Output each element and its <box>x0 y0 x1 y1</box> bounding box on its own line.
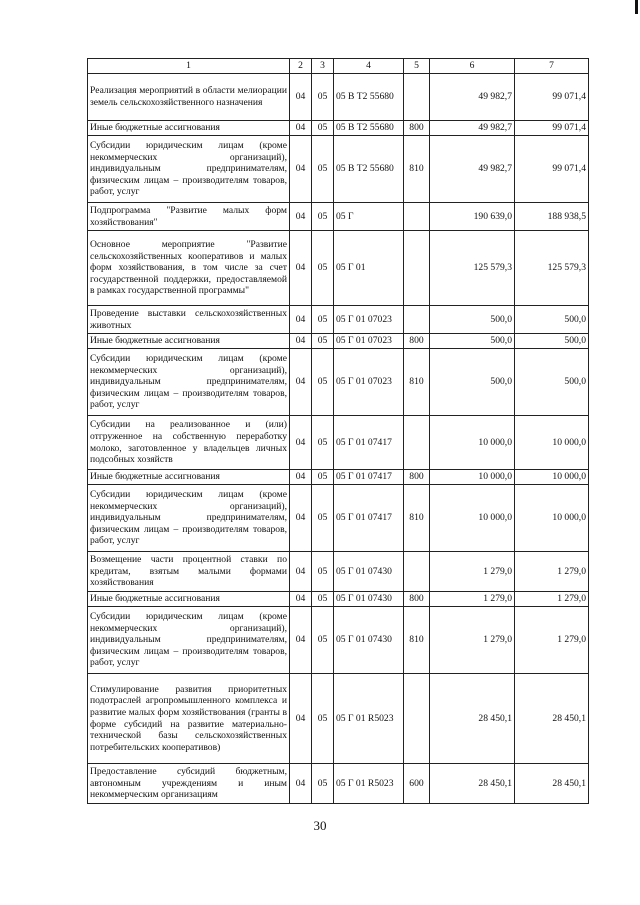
row-amount-year1-cell: 1 279,0 <box>430 592 515 607</box>
row-amount-year1-cell: 10 000,0 <box>430 416 515 470</box>
table-row <box>88 552 589 592</box>
row-amount-year2-cell: 1 279,0 <box>515 607 589 674</box>
row-expense-type-cell: 800 <box>404 121 430 136</box>
row-subsection-cell: 05 <box>312 592 334 607</box>
row-section-cell: 04 <box>290 349 312 416</box>
table-row <box>88 306 589 334</box>
row-name-cell: Проведение выставки сельскохозяйственных животных <box>88 306 290 334</box>
header-cell-6: 6 <box>430 59 515 74</box>
row-name-cell: Иные бюджетные ассигнования <box>88 334 290 349</box>
row-target-code-cell: 05 Г 01 07023 <box>334 349 404 416</box>
row-target-code-cell: 05 В Т2 55680 <box>334 136 404 203</box>
row-target-code-cell: 05 Г 01 07430 <box>334 607 404 674</box>
row-subsection-cell: 05 <box>312 416 334 470</box>
row-amount-year2-cell: 500,0 <box>515 306 589 334</box>
row-expense-type-cell <box>404 416 430 470</box>
row-section-cell: 04 <box>290 485 312 552</box>
row-subsection-cell: 05 <box>312 764 334 804</box>
table-row <box>88 674 589 764</box>
row-subsection-cell: 05 <box>312 74 334 121</box>
table-row <box>88 136 589 203</box>
table-row <box>88 203 589 231</box>
row-expense-type-cell <box>404 306 430 334</box>
row-target-code-cell: 05 Г 01 07417 <box>334 470 404 485</box>
row-amount-year1-cell: 500,0 <box>430 306 515 334</box>
row-subsection-cell: 05 <box>312 552 334 592</box>
row-name-cell: Возмещение части процентной ставки по кредитам, взятым малыми формами хозяйствования <box>88 552 290 592</box>
row-amount-year2-cell: 500,0 <box>515 349 589 416</box>
row-expense-type-cell: 800 <box>404 470 430 485</box>
row-target-code-cell: 05 Г 01 R5023 <box>334 674 404 764</box>
row-amount-year1-cell: 49 982,7 <box>430 74 515 121</box>
row-section-cell: 04 <box>290 334 312 349</box>
row-expense-type-cell <box>404 74 430 121</box>
row-amount-year1-cell: 28 450,1 <box>430 764 515 804</box>
row-name-cell: Субсидии на реализованное и (или) отгруженное на собственную переработку молоко, заготовленное у владельцев личных подсобных хозяйств <box>88 416 290 470</box>
row-amount-year1-cell: 1 279,0 <box>430 607 515 674</box>
row-name-cell: Иные бюджетные ассигнования <box>88 121 290 136</box>
row-subsection-cell: 05 <box>312 136 334 203</box>
row-expense-type-cell: 800 <box>404 334 430 349</box>
row-name-cell: Субсидии юридическим лицам (кроме некоммерческих организаций), индивидуальным предпринимателям, физическим лицам – производителям товаров, работ, услуг <box>88 136 290 203</box>
row-amount-year1-cell: 49 982,7 <box>430 121 515 136</box>
row-amount-year1-cell: 49 982,7 <box>430 136 515 203</box>
row-section-cell: 04 <box>290 552 312 592</box>
row-subsection-cell: 05 <box>312 349 334 416</box>
row-name-cell: Субсидии юридическим лицам (кроме некоммерческих организаций), индивидуальным предпринимателям, физическим лицам – производителям товаров, работ, услуг <box>88 485 290 552</box>
row-amount-year2-cell: 10 000,0 <box>515 485 589 552</box>
header-cell-1: 1 <box>88 59 290 74</box>
row-target-code-cell: 05 Г 01 <box>334 231 404 306</box>
header-cell-3: 3 <box>312 59 334 74</box>
row-expense-type-cell <box>404 674 430 764</box>
row-section-cell: 04 <box>290 674 312 764</box>
scan-edge-mark <box>635 0 638 14</box>
table-row <box>88 349 589 416</box>
row-target-code-cell: 05 В Т2 55680 <box>334 121 404 136</box>
row-amount-year2-cell: 10 000,0 <box>515 470 589 485</box>
header-cell-4: 4 <box>334 59 404 74</box>
table-row <box>88 334 589 349</box>
row-subsection-cell: 05 <box>312 334 334 349</box>
row-target-code-cell: 05 Г 01 R5023 <box>334 764 404 804</box>
row-amount-year1-cell: 500,0 <box>430 334 515 349</box>
row-section-cell: 04 <box>290 203 312 231</box>
row-amount-year2-cell: 99 071,4 <box>515 121 589 136</box>
row-section-cell: 04 <box>290 231 312 306</box>
table-row <box>88 74 589 121</box>
row-section-cell: 04 <box>290 136 312 203</box>
row-name-cell: Иные бюджетные ассигнования <box>88 470 290 485</box>
table-row <box>88 485 589 552</box>
row-section-cell: 04 <box>290 74 312 121</box>
row-amount-year2-cell: 500,0 <box>515 334 589 349</box>
row-subsection-cell: 05 <box>312 607 334 674</box>
row-name-cell: Иные бюджетные ассигнования <box>88 592 290 607</box>
table-row <box>88 231 589 306</box>
row-amount-year2-cell: 28 450,1 <box>515 764 589 804</box>
row-target-code-cell: 05 Г 01 07023 <box>334 334 404 349</box>
row-subsection-cell: 05 <box>312 203 334 231</box>
header-cell-5: 5 <box>404 59 430 74</box>
row-section-cell: 04 <box>290 607 312 674</box>
row-target-code-cell: 05 Г <box>334 203 404 231</box>
row-amount-year1-cell: 500,0 <box>430 349 515 416</box>
row-subsection-cell: 05 <box>312 674 334 764</box>
header-row <box>88 59 589 74</box>
row-section-cell: 04 <box>290 592 312 607</box>
header-cell-7: 7 <box>515 59 589 74</box>
row-expense-type-cell: 810 <box>404 607 430 674</box>
row-name-cell: Подпрограмма "Развитие малых форм хозяйствования" <box>88 203 290 231</box>
row-target-code-cell: 05 Г 01 07417 <box>334 485 404 552</box>
row-amount-year2-cell: 99 071,4 <box>515 74 589 121</box>
row-section-cell: 04 <box>290 470 312 485</box>
row-amount-year2-cell: 99 071,4 <box>515 136 589 203</box>
row-expense-type-cell <box>404 231 430 306</box>
row-amount-year2-cell: 1 279,0 <box>515 552 589 592</box>
header-cell-2: 2 <box>290 59 312 74</box>
row-expense-type-cell: 810 <box>404 136 430 203</box>
row-name-cell: Основное мероприятие "Развитие сельскохозяйственных кооперативов и малых форм хозяйствования, в том числе за счет государственной поддержки, предоставляемой в рамках государственной программы" <box>88 231 290 306</box>
row-amount-year2-cell: 28 450,1 <box>515 674 589 764</box>
row-section-cell: 04 <box>290 764 312 804</box>
table-row <box>88 470 589 485</box>
row-expense-type-cell <box>404 203 430 231</box>
row-subsection-cell: 05 <box>312 231 334 306</box>
row-amount-year1-cell: 28 450,1 <box>430 674 515 764</box>
row-amount-year1-cell: 190 639,0 <box>430 203 515 231</box>
row-section-cell: 04 <box>290 416 312 470</box>
row-expense-type-cell: 810 <box>404 349 430 416</box>
row-amount-year2-cell: 188 938,5 <box>515 203 589 231</box>
budget-table <box>87 58 589 804</box>
row-target-code-cell: 05 Г 01 07023 <box>334 306 404 334</box>
row-target-code-cell: 05 Г 01 07417 <box>334 416 404 470</box>
row-expense-type-cell: 800 <box>404 592 430 607</box>
row-expense-type-cell: 600 <box>404 764 430 804</box>
table-row <box>88 121 589 136</box>
table-row <box>88 764 589 804</box>
row-target-code-cell: 05 Г 01 07430 <box>334 592 404 607</box>
row-subsection-cell: 05 <box>312 485 334 552</box>
row-subsection-cell: 05 <box>312 470 334 485</box>
row-subsection-cell: 05 <box>312 306 334 334</box>
row-target-code-cell: 05 В Т2 55680 <box>334 74 404 121</box>
row-expense-type-cell <box>404 552 430 592</box>
row-amount-year1-cell: 125 579,3 <box>430 231 515 306</box>
row-amount-year1-cell: 10 000,0 <box>430 470 515 485</box>
page-number: 30 <box>313 818 327 833</box>
row-amount-year1-cell: 10 000,0 <box>430 485 515 552</box>
row-amount-year2-cell: 10 000,0 <box>515 416 589 470</box>
row-amount-year2-cell: 125 579,3 <box>515 231 589 306</box>
table-row <box>88 607 589 674</box>
row-name-cell: Предоставление субсидий бюджетным, автономным учреждениям и иным некоммерческим организациям <box>88 764 290 804</box>
row-name-cell: Субсидии юридическим лицам (кроме некоммерческих организаций), индивидуальным предпринимателям, физическим лицам – производителям товаров, работ, услуг <box>88 607 290 674</box>
row-amount-year2-cell: 1 279,0 <box>515 592 589 607</box>
table-row <box>88 416 589 470</box>
row-name-cell: Субсидии юридическим лицам (кроме некоммерческих организаций), индивидуальным предпринимателям, физическим лицам – производителям товаров, работ, услуг <box>88 349 290 416</box>
table-row <box>88 592 589 607</box>
row-name-cell: Стимулирование развития приоритетных подотраслей агропромышленного комплекса и развитие малых форм хозяйствования (гранты в форме субсидий на развитие материально-технической базы сельскохозяйственных потребительских кооперативов) <box>88 674 290 764</box>
row-expense-type-cell: 810 <box>404 485 430 552</box>
row-subsection-cell: 05 <box>312 121 334 136</box>
row-amount-year1-cell: 1 279,0 <box>430 552 515 592</box>
row-section-cell: 04 <box>290 306 312 334</box>
row-name-cell: Реализация мероприятий в области мелиорации земель сельскохозяйственного назначения <box>88 74 290 121</box>
row-target-code-cell: 05 Г 01 07430 <box>334 552 404 592</box>
row-section-cell: 04 <box>290 121 312 136</box>
